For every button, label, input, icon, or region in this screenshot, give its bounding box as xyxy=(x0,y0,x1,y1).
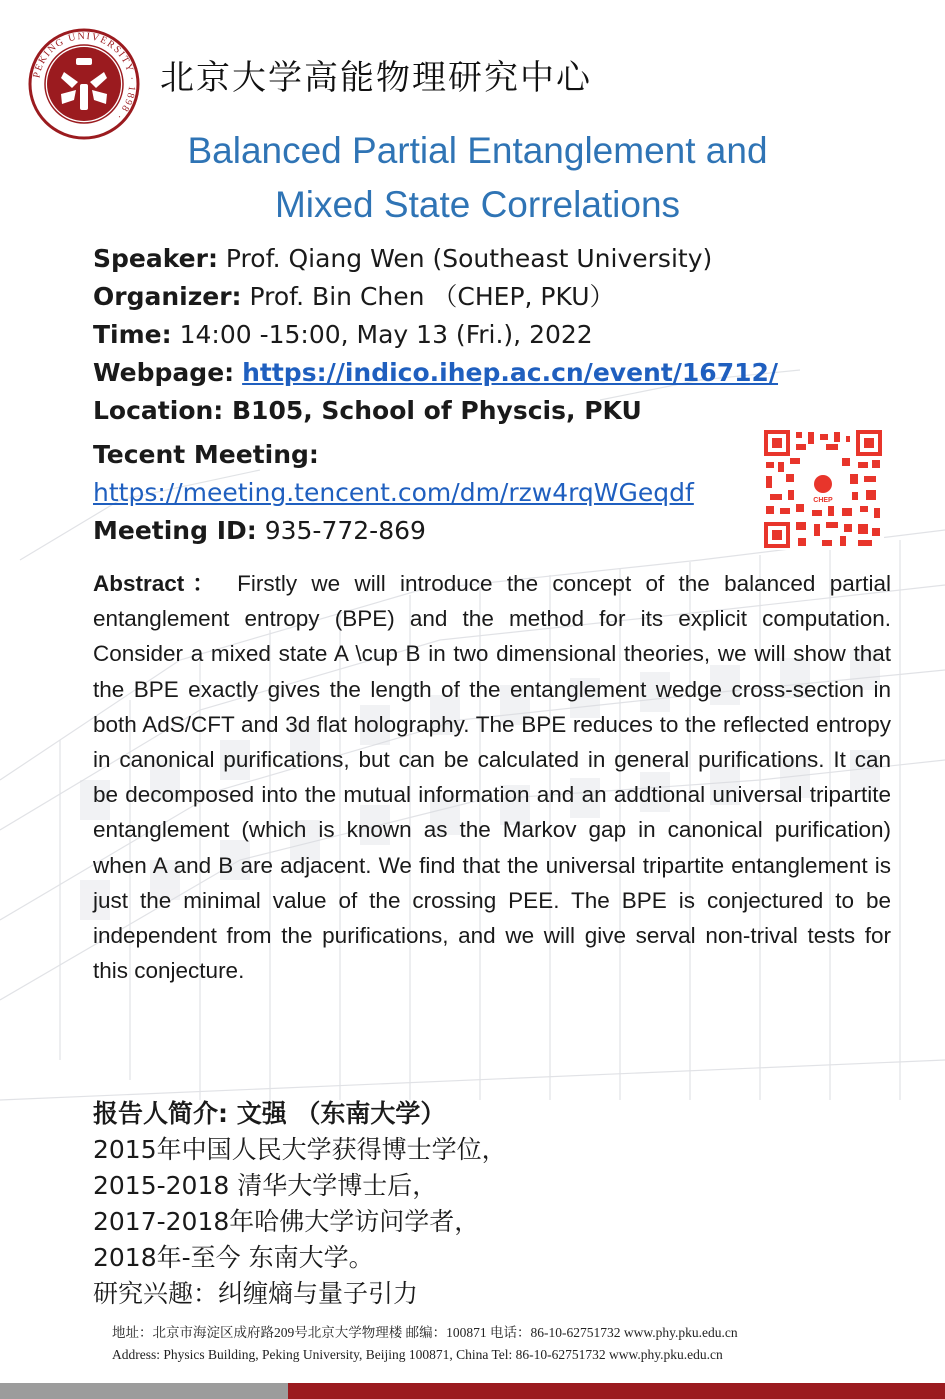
talk-title xyxy=(80,124,875,232)
time-row xyxy=(93,316,778,354)
location-text: Location: B105, School of Physcis, PKU xyxy=(93,396,642,425)
speaker-bio xyxy=(93,1096,507,1312)
bio-line: 研究兴趣：纠缠熵与量子引力 xyxy=(93,1279,419,1308)
talk-info xyxy=(93,240,778,550)
webpage-label: Webpage: xyxy=(93,358,235,387)
qr-chep-label: CHEP xyxy=(813,497,833,504)
time-value: 14:00 -15:00, May 13 (Fri.), 2022 xyxy=(179,320,593,349)
tencent-label: Tecent Meeting: xyxy=(93,440,319,469)
organizer-label: Organizer: xyxy=(93,282,242,311)
webpage-link[interactable]: https://indico.ihep.ac.cn/event/16712/ xyxy=(242,358,779,387)
talk-title-line1: Balanced Partial Entanglement and xyxy=(187,130,768,171)
bottom-bar-gray xyxy=(0,1383,288,1399)
webpage-row xyxy=(93,354,778,392)
tencent-meeting-link[interactable]: https://meeting.tencent.com/dm/rzw4rqWGeqdf xyxy=(93,478,694,507)
abstract-label: Abstract： xyxy=(93,571,223,596)
footer-address xyxy=(112,1322,738,1366)
talk-title-line2: Mixed State Correlations xyxy=(274,184,681,225)
speaker-value: Prof. Qiang Wen (Southeast University) xyxy=(225,244,713,273)
tencent-link-row xyxy=(93,474,778,512)
organizer-row xyxy=(93,278,778,316)
meeting-qr-code[interactable] xyxy=(762,428,884,550)
bio-line: 2015-2018 清华大学博士后， xyxy=(93,1171,438,1200)
svg-text:PEKING UNIVERSITY · 1898 ·: PEKING UNIVERSITY · 1898 · xyxy=(31,30,138,123)
center-name-cn: 北京大学高能物理研究中心 xyxy=(160,58,592,98)
meeting-id-label: Meeting ID: xyxy=(93,516,257,545)
bio-line: 2018年-至今 东南大学。 xyxy=(93,1243,374,1272)
meeting-id-row xyxy=(93,512,778,550)
location-row xyxy=(93,392,778,430)
bio-line: 2015年中国人民大学获得博士学位， xyxy=(93,1135,507,1164)
bottom-bar-red xyxy=(288,1383,945,1399)
bio-line: 2017-2018年哈佛大学访问学者， xyxy=(93,1207,480,1236)
speaker-row xyxy=(93,240,778,278)
meeting-id-value: 935-772-869 xyxy=(264,516,426,545)
footer-line-en: Address: Physics Building, Peking University, Beijing 100871, China Tel: 86-10-62751732 www.phy.pku.edu.cn xyxy=(112,1347,723,1362)
bio-heading: 报告人简介: 文强 （东南大学） xyxy=(93,1099,446,1128)
organizer-value: Prof. Bin Chen （CHEP, PKU） xyxy=(249,282,615,311)
abstract-text: Firstly we will introduce the concept of the balanced partial entanglement entropy (BPE) and the method for its explicit computation. Consider a mixed state A \cup B in two dimensional theories, we will show that the BPE exactly gives the length of the entanglement wedge cross-section in both AdS/CFT and 3d flat holography. The BPE reduces to the reflected entropy in canonical purifications, but can be calculated in general purifications. It can be decomposed into the mutual information and an addtional universal tripartite entanglement (which is known as the Markov gap in canonical purification) when A and B are adjacent. We find that the universal tripartite entanglement is just the minimal value of the crossing PEE. The BPE is conjectured to be independent from the purifications, and we will give serval non-trival tests for this conjecture. xyxy=(93,571,891,984)
footer-line-cn: 地址：北京市海淀区成府路209号北京大学物理楼 邮编：100871 电话：86-10-62751732 www.phy.pku.edu.cn xyxy=(112,1325,738,1340)
time-label: Time: xyxy=(93,320,172,349)
bottom-color-bar xyxy=(0,1383,945,1399)
tencent-row xyxy=(93,436,778,474)
abstract-paragraph xyxy=(93,566,891,988)
speaker-label: Speaker: xyxy=(93,244,218,273)
